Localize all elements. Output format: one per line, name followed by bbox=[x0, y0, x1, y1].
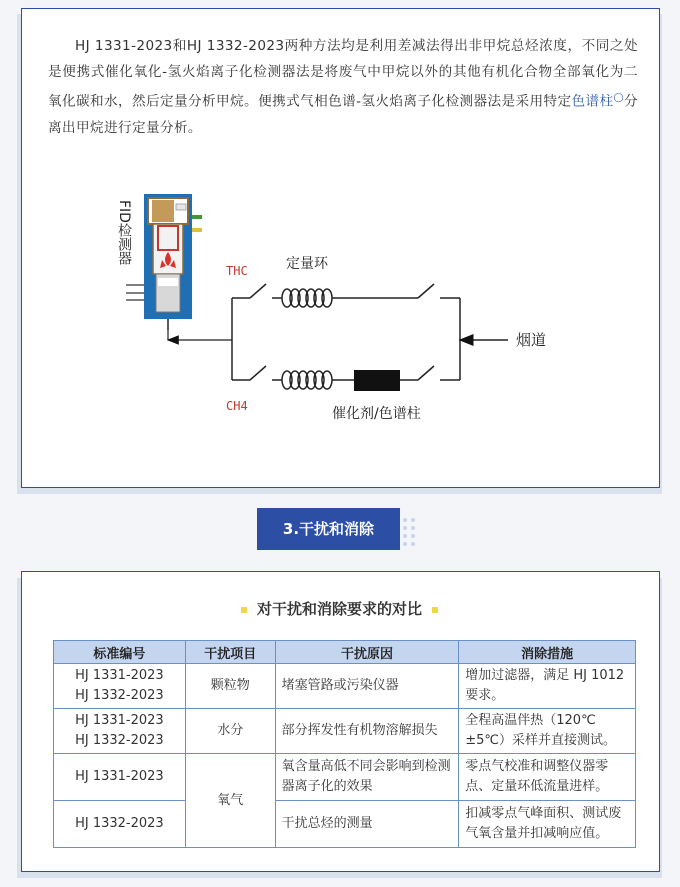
standard-id: HJ 1331-2023 bbox=[75, 713, 164, 728]
chromatography-column-link[interactable]: 色谱柱 bbox=[571, 93, 614, 110]
standard-cell bbox=[54, 709, 186, 754]
cause-cell: 部分挥发性有机物溶解损失 bbox=[275, 709, 459, 754]
standard-cell: HJ 1331-2023 bbox=[54, 754, 186, 801]
header-cause: 干扰原因 bbox=[275, 641, 459, 664]
table-title-text: 对干扰和消除要求的对比 bbox=[256, 600, 422, 618]
standard-id: HJ 1332-2023 bbox=[75, 733, 164, 748]
standard-cell: HJ 1332-2023 bbox=[54, 801, 186, 848]
cause-cell: 堵塞管路或污染仪器 bbox=[275, 664, 459, 709]
item-cell: 颗粒物 bbox=[185, 664, 275, 709]
loop-label: 定量环 bbox=[286, 256, 328, 272]
thc-label: THC bbox=[226, 264, 248, 278]
item-cell: 氧气 bbox=[185, 754, 275, 848]
table-title bbox=[21, 598, 658, 619]
header-item: 干扰项目 bbox=[185, 641, 275, 664]
table-row bbox=[54, 664, 636, 709]
bullet-icon bbox=[241, 607, 247, 613]
fid-detector-icon bbox=[126, 194, 202, 330]
intro-text-end: 分离出甲烷进行定量分析。 bbox=[48, 93, 638, 136]
detector-label: FID检测器 bbox=[116, 200, 132, 265]
intro-text: HJ 1331-2023和HJ 1332-2023两种方法均是利用差减法得出非甲烷总烃浓度，不同之处是便携式催化氧化-氢火焰离子化检测器法是将废气中甲烷以外的其他有机化合物全部氧化为二氧化碳和水，然后定量分析甲烷。便携式气相色谱-氢火焰离子化检测器法是采用特定 bbox=[48, 38, 638, 110]
sample-loop-coil bbox=[282, 289, 332, 307]
table-row bbox=[54, 754, 636, 801]
fix-cell: 增加过滤器，满足 HJ 1012 要求。 bbox=[459, 664, 636, 709]
standard-cell bbox=[54, 664, 186, 709]
standard-id: HJ 1332-2023 bbox=[75, 688, 164, 703]
fid-flow-diagram bbox=[88, 160, 598, 460]
flue-label: 烟道 bbox=[516, 331, 547, 349]
item-cell: 水分 bbox=[185, 709, 275, 754]
header-standard: 标准编号 bbox=[54, 641, 186, 664]
cause-cell: 氧含量高低不同会影响到检测器离子化的效果 bbox=[275, 754, 459, 801]
fix-cell: 扣减零点气峰面积、测试废气氧含量并扣减响应值。 bbox=[459, 801, 636, 848]
decorative-dots-icon bbox=[402, 517, 418, 547]
catalyst-label: 催化剂/色谱柱 bbox=[332, 406, 421, 422]
table-row bbox=[54, 709, 636, 754]
section-header: 3.干扰和消除 bbox=[257, 508, 400, 550]
standard-id: HJ 1331-2023 bbox=[75, 668, 164, 683]
ch4-label: CH4 bbox=[226, 399, 248, 413]
table-header-row bbox=[54, 641, 636, 664]
ch4-valve bbox=[250, 366, 266, 380]
bullet-icon bbox=[432, 607, 438, 613]
cause-cell: 干扰总烃的测量 bbox=[275, 801, 459, 848]
table-row bbox=[54, 801, 636, 848]
fix-cell: 全程高温伴热（120℃±5℃）采样并直接测试。 bbox=[459, 709, 636, 754]
fix-cell: 零点气校准和调整仪器零点、定量环低流量进样。 bbox=[459, 754, 636, 801]
intro-paragraph bbox=[48, 33, 638, 141]
comparison-table bbox=[53, 640, 636, 848]
header-fix: 消除措施 bbox=[459, 641, 636, 664]
bottom-coil bbox=[282, 371, 332, 389]
catalyst-column bbox=[354, 370, 400, 391]
search-icon[interactable]: ◯ bbox=[613, 93, 624, 103]
thc-valve bbox=[250, 284, 266, 298]
